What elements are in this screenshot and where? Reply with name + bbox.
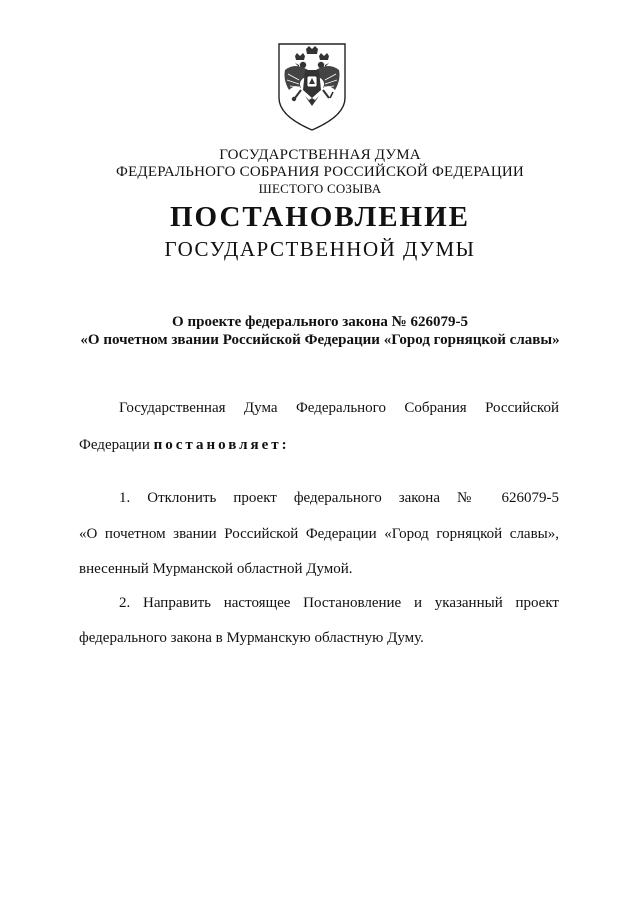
header-convocation: ШЕСТОГО СОЗЫВА bbox=[258, 181, 382, 196]
item-1-line-1: 1. Отклонить проект федерального закона № 626079-5 bbox=[119, 490, 559, 506]
document-issuer-title: ГОСУДАРСТВЕННОЙ ДУМЫ bbox=[164, 237, 476, 261]
item-2-line-2: федерального закона в Мурманскую областную Думу. bbox=[79, 630, 424, 646]
header-organization: ГОСУДАРСТВЕННАЯ ДУМА bbox=[219, 147, 421, 163]
header-assembly: ФЕДЕРАЛЬНОГО СОБРАНИЯ РОССИЙСКОЙ ФЕДЕРАЦИИ bbox=[116, 164, 524, 180]
item-1-line-3: внесенный Мурманской областной Думой. bbox=[79, 561, 353, 577]
preamble-prefix: Федерации bbox=[79, 437, 150, 453]
document-type-title: ПОСТАНОВЛЕНИЕ bbox=[169, 201, 470, 233]
subject-line-1: О проекте федерального закона № 626079-5 bbox=[172, 314, 468, 330]
preamble-line-1: Государственная Дума Федерального Собрания Российской bbox=[119, 400, 559, 416]
resolution-verb: постановляет: bbox=[153, 437, 290, 453]
subject-line-2: «О почетном звании Российской Федерации «Город горняцкой славы» bbox=[80, 332, 560, 348]
russian-coat-of-arms-icon bbox=[275, 40, 349, 132]
item-2-line-1: 2. Направить настоящее Постановление и указанный проект bbox=[119, 595, 559, 611]
item-1-line-2: «О почетном звании Российской Федерации «Город горняцкой славы», bbox=[79, 526, 559, 542]
preamble-line-2 bbox=[79, 437, 559, 454]
